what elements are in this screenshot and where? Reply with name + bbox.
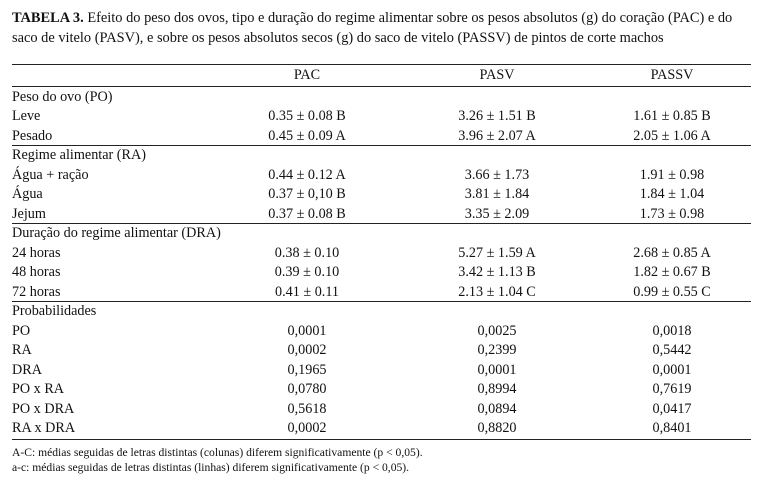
table-row <box>12 322 751 341</box>
cell-pasv: 0,2399 <box>477 342 517 358</box>
cell-pasv: 5.27 ± 1.59 A <box>458 244 536 261</box>
cell-passv: 1.73 ± 0.98 <box>639 205 705 222</box>
cell-pasv: 0,0894 <box>477 400 517 417</box>
row-label: 48 horas <box>12 264 61 280</box>
top-rule <box>12 64 751 65</box>
footnotes <box>12 445 423 475</box>
row-label: PO x RA <box>12 381 65 397</box>
table-row <box>12 107 751 126</box>
col-header-passv: PASSV <box>650 67 694 83</box>
cell-passv: 1.61 ± 0.85 B <box>633 108 711 124</box>
table-row <box>12 419 751 438</box>
cell-passv: 0,8401 <box>652 420 692 436</box>
table-row <box>12 341 751 360</box>
row-label: PO <box>12 322 31 339</box>
table-row <box>12 263 751 282</box>
section-label: Peso do ovo (PO) <box>12 88 113 105</box>
table-row <box>12 244 751 263</box>
cell-passv: 2.05 ± 1.06 A <box>633 127 711 144</box>
cell-passv: 1.91 ± 0.98 <box>639 166 705 183</box>
cell-pac: 0,0002 <box>287 342 327 358</box>
row-label: 72 horas <box>12 283 61 300</box>
row-label: 24 horas <box>12 244 61 261</box>
col-header-pac: PAC <box>293 67 321 83</box>
cell-passv: 1.82 ± 0.67 B <box>633 264 711 280</box>
section-label: Regime alimentar (RA) <box>12 147 146 163</box>
cell-pac: 0.41 ± 0.11 <box>274 283 339 300</box>
footnote-lowercase: a-c: médias seguidas de letras distintas (linhas) diferem significativamente (p < 0,05). <box>12 461 410 474</box>
table-label: TABELA 3. <box>12 10 84 26</box>
caption-text: Efeito do peso dos ovos, tipo e duração do regime alimentar sobre os pesos absolutos (g) do coração (PAC) e do saco de vitelo (PASV), e sobre os pesos absolutos secos (g) do saco de vitelo (PASSV) de pintos de corte machos <box>12 10 733 46</box>
cell-pac: 0,0002 <box>287 420 327 436</box>
section-label: Probabilidades <box>12 303 97 319</box>
cell-passv: 2.68 ± 0.85 A <box>633 244 711 261</box>
cell-pac: 0.37 ± 0.08 B <box>268 205 346 222</box>
table-row <box>12 361 751 380</box>
cell-pac: 0.44 ± 0.12 A <box>268 166 346 183</box>
cell-passv: 0,0018 <box>652 322 692 339</box>
table-row <box>12 205 751 224</box>
table-row <box>12 166 751 185</box>
table-row <box>12 185 751 204</box>
table-row <box>12 127 751 146</box>
table-row <box>12 380 751 399</box>
cell-pasv: 3.35 ± 2.09 <box>464 205 530 222</box>
row-label: Água + ração <box>12 166 89 183</box>
row-label: Água <box>12 186 43 202</box>
cell-pac: 0.35 ± 0.08 B <box>268 108 346 124</box>
cell-passv: 0,0417 <box>652 400 692 417</box>
cell-pac: 0,5618 <box>287 400 327 417</box>
cell-pac: 0.38 ± 0.10 <box>274 244 340 261</box>
section-label: Duração do regime alimentar (DRA) <box>12 225 221 241</box>
cell-passv: 0.99 ± 0.55 C <box>633 283 711 300</box>
cell-pac: 0.39 ± 0.10 <box>274 264 340 280</box>
cell-pasv: 0,8820 <box>477 420 517 436</box>
header-row <box>12 66 751 85</box>
section-row <box>12 302 751 321</box>
cell-pac: 0,0780 <box>287 381 327 397</box>
table-caption <box>12 8 757 48</box>
row-label: Pesado <box>12 127 53 144</box>
row-label: RA x DRA <box>12 420 76 436</box>
row-label: Leve <box>12 108 41 124</box>
cell-pac: 0.37 ± 0,10 B <box>268 186 346 202</box>
cell-pac: 0,0001 <box>287 322 327 339</box>
row-label: Jejum <box>12 205 46 222</box>
section-row <box>12 224 751 243</box>
cell-pasv: 3.42 ± 1.13 B <box>458 264 536 280</box>
cell-pasv: 0,0025 <box>477 322 517 339</box>
table-row <box>12 283 751 302</box>
cell-pasv: 0,8994 <box>477 381 517 397</box>
row-label: PO x DRA <box>12 400 75 417</box>
row-label: RA <box>12 342 32 358</box>
cell-passv: 0,5442 <box>652 342 692 358</box>
cell-pasv: 3.96 ± 2.07 A <box>458 127 536 144</box>
bottom-rule <box>12 439 751 440</box>
cell-pasv: 0,0001 <box>477 361 517 378</box>
cell-pasv: 3.26 ± 1.51 B <box>458 108 536 124</box>
cell-pac: 0.45 ± 0.09 A <box>268 127 346 144</box>
cell-passv: 1.84 ± 1.04 <box>639 186 705 202</box>
table-row <box>12 400 751 419</box>
row-label: DRA <box>12 361 42 378</box>
col-header-pasv: PASV <box>479 67 515 83</box>
cell-passv: 0,7619 <box>652 381 692 397</box>
section-row <box>12 88 751 107</box>
cell-pasv: 3.66 ± 1.73 <box>464 166 530 183</box>
section-row <box>12 146 751 165</box>
cell-pasv: 3.81 ± 1.84 <box>464 186 530 202</box>
cell-pasv: 2.13 ± 1.04 C <box>458 283 536 300</box>
cell-passv: 0,0001 <box>652 361 692 378</box>
cell-pac: 0,1965 <box>287 361 327 378</box>
footnote-uppercase: A-C: médias seguidas de letras distintas (colunas) diferem significativamente (p < 0,05). <box>12 446 423 459</box>
